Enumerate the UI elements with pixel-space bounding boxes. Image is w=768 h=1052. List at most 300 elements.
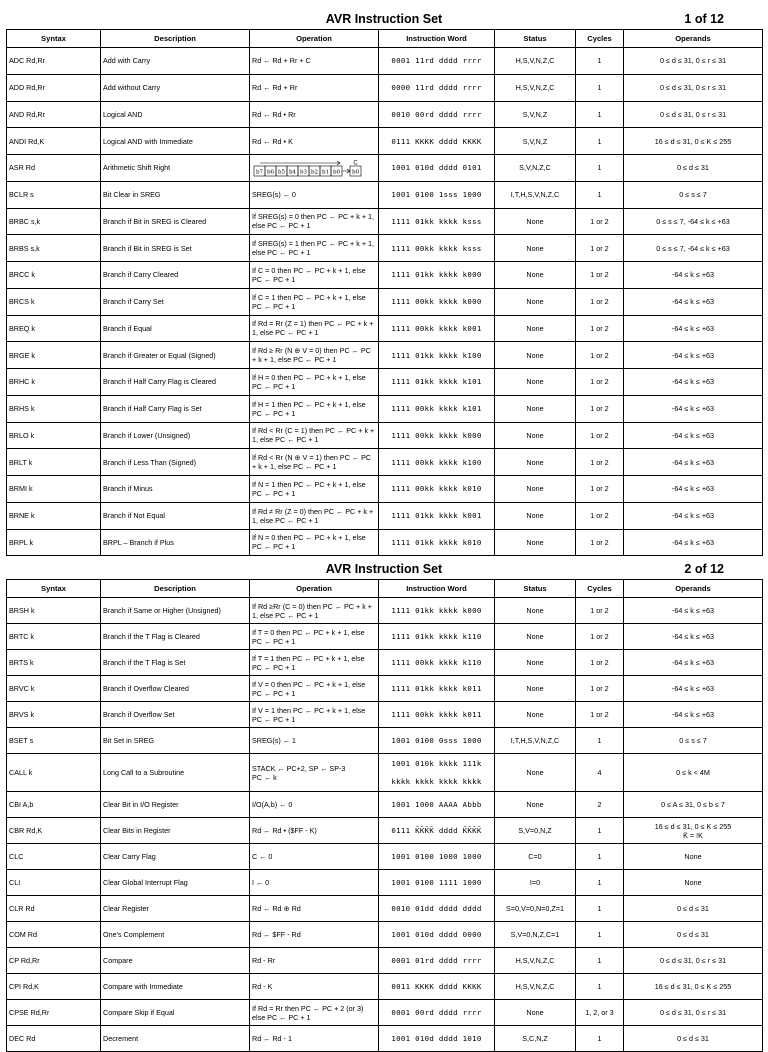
cell-text: CLR Rd [9, 904, 35, 913]
cell-instruction-word [379, 844, 495, 870]
cell-syntax [7, 702, 101, 728]
page-header [6, 5, 762, 29]
cell-description [101, 395, 250, 422]
cell-status [495, 181, 576, 208]
cell-operands [624, 728, 763, 754]
shift-arrow [342, 169, 350, 173]
cell-text: S,V,N,Z,C [519, 163, 551, 173]
table-row [7, 676, 763, 702]
cell-status [495, 870, 576, 896]
cell-text: Rd - K [252, 982, 273, 991]
cell-status [495, 1000, 576, 1026]
column-header-operation: Operation [250, 580, 379, 598]
cell-syntax [7, 369, 101, 396]
cell-text: 1111 00kk kkkk k101 [391, 404, 482, 414]
cell-status [495, 676, 576, 702]
cell-text: -64 ≤ k ≤ +63 [671, 404, 715, 414]
cell-text: -64 ≤ k ≤ +63 [671, 511, 715, 521]
cell-cycles [576, 288, 624, 315]
cell-text: 0 ≤ d ≤ 31, 0 ≤ r ≤ 31 [659, 56, 727, 66]
cell-text: None [526, 800, 544, 809]
page-2 [6, 555, 762, 1052]
cell-text: 0000 11rd dddd rrrr [391, 83, 482, 93]
cell-text: 1 or 2 [590, 511, 609, 521]
cell-text: None [526, 1008, 544, 1017]
cell-text: 1001 010d dddd 0000 [391, 930, 482, 939]
cell-description [101, 650, 250, 676]
table-row [7, 48, 763, 75]
cell-cycles [576, 74, 624, 101]
cell-instruction-word [379, 101, 495, 128]
cell-text: None [526, 377, 544, 387]
cell-syntax [7, 728, 101, 754]
cell-text: None [526, 404, 544, 414]
cell-status [495, 476, 576, 503]
column-header-instruction-word: Instruction Word [379, 30, 495, 48]
cell-text: If Rd = Rr (Z = 1) then PC ← PC + k + 1, else PC ← PC + 1 [252, 319, 374, 338]
cell-status [495, 922, 576, 948]
cell-syntax [7, 476, 101, 503]
cell-syntax [7, 74, 101, 101]
cell-text: 16 ≤ d ≤ 31, 0 ≤ K ≤ 255 [654, 136, 732, 146]
cell-text: 1111 01kk kkkk k010 [391, 537, 482, 547]
cell-cycles [576, 948, 624, 974]
cell-cycles [576, 728, 624, 754]
cell-text: 1 [597, 109, 602, 119]
table-row [7, 422, 763, 449]
cell-description [101, 342, 250, 369]
cell-text: 1111 00kk kkkk k110 [391, 658, 482, 667]
cell-description [101, 754, 250, 792]
table-row [7, 208, 763, 235]
cell-syntax [7, 844, 101, 870]
cell-text: Rd ← Rd - 1 [252, 1034, 292, 1043]
cell-text: C ← 0 [252, 852, 273, 861]
cell-status [495, 48, 576, 75]
cell-description [101, 844, 250, 870]
cell-text: 1 or 2 [590, 323, 609, 333]
cell-text: CALL k [9, 768, 33, 777]
table-row [7, 870, 763, 896]
cell-status [495, 262, 576, 289]
cell-operation [250, 48, 379, 75]
column-header-description: Description [101, 30, 250, 48]
cell-status [495, 624, 576, 650]
cell-operation [250, 598, 379, 624]
cell-description [101, 702, 250, 728]
cell-text: 0 ≤ d ≤ 31, 0 ≤ r ≤ 31 [659, 1008, 727, 1017]
cell-syntax [7, 598, 101, 624]
cell-cycles [576, 922, 624, 948]
cell-text: 0001 11rd dddd rrrr [391, 56, 482, 66]
table-row [7, 155, 763, 182]
cell-operation [250, 315, 379, 342]
cell-text: H,S,V,N,Z,C [515, 956, 555, 965]
cell-syntax [7, 896, 101, 922]
cell-operation [250, 288, 379, 315]
cell-syntax [7, 235, 101, 262]
cell-text: Branch if Bit in SREG is Cleared [103, 216, 207, 226]
bit-label: b1 [321, 169, 330, 176]
cell-text: BREQ k [9, 323, 35, 333]
table-header-row [7, 30, 763, 48]
cell-text: One's Complement [103, 930, 165, 939]
cell-text: Rd ← Rd ⊕ Rd [252, 904, 301, 913]
cell-operation [250, 74, 379, 101]
table-row [7, 1026, 763, 1052]
cell-cycles [576, 476, 624, 503]
cell-text: Add with Carry [103, 56, 151, 66]
cell-operation [250, 476, 379, 503]
cell-text: I/O(A,b) ← 0 [252, 800, 293, 809]
cell-operands [624, 155, 763, 182]
cell-text: I,T,H,S,V,N,Z,C [510, 736, 560, 745]
cell-cycles [576, 262, 624, 289]
cell-text: BRPL k [9, 537, 34, 547]
cell-operands [624, 235, 763, 262]
page-number: 2 of 12 [684, 562, 724, 576]
cell-text: 1 or 2 [590, 350, 609, 360]
cell-status [495, 315, 576, 342]
table-row [7, 101, 763, 128]
cell-text: Rd ← Rd • K [252, 136, 293, 146]
cell-text: Compare Skip if Equal [103, 1008, 175, 1017]
cell-text: Branch if Lower (Unsigned) [103, 430, 191, 440]
cell-text: I,T,H,S,V,N,Z,C [510, 190, 560, 200]
cell-text: Rd ← Rd + Rr [252, 83, 298, 93]
cell-text: BRPL – Branch if Plus [103, 537, 174, 547]
cell-text: CBR Rd,K [9, 826, 43, 835]
cell-cycles [576, 624, 624, 650]
cell-text: 0 ≤ d ≤ 31, 0 ≤ r ≤ 31 [659, 83, 727, 93]
cell-operation [250, 792, 379, 818]
cell-instruction-word [379, 369, 495, 396]
cell-text: 1 [597, 826, 602, 835]
cell-text: None [526, 243, 544, 253]
cell-text: 1 or 2 [590, 377, 609, 387]
cell-text: 1 [597, 136, 602, 146]
cell-cycles [576, 315, 624, 342]
cell-text: Compare with Immediate [103, 982, 183, 991]
cell-operation [250, 650, 379, 676]
cell-status [495, 702, 576, 728]
cell-text: If C = 1 then PC ← PC + k + 1, else PC ← PC + 1 [252, 292, 366, 311]
cell-syntax [7, 624, 101, 650]
cell-cycles [576, 702, 624, 728]
cell-text: -64 ≤ k ≤ +63 [671, 484, 715, 494]
cell-operation [250, 449, 379, 476]
cell-syntax [7, 922, 101, 948]
cell-cycles [576, 598, 624, 624]
cell-text: 1001 1000 AAAA Abbb [391, 800, 482, 809]
cell-status [495, 155, 576, 182]
cell-text: STACK ← PC+2, SP ← SP-3 PC ← k [252, 763, 346, 782]
table-row [7, 449, 763, 476]
cell-operands [624, 315, 763, 342]
cell-text: Clear Carry Flag [103, 852, 156, 861]
table-row [7, 974, 763, 1000]
cell-text: AND Rd,Rr [9, 109, 45, 119]
cell-cycles [576, 181, 624, 208]
table-row [7, 342, 763, 369]
cell-text: If N = 1 then PC ← PC + k + 1, else PC ← PC + 1 [252, 479, 366, 498]
cell-text: 1, 2, or 3 [585, 1008, 614, 1017]
cell-operation [250, 870, 379, 896]
cell-operands [624, 288, 763, 315]
bit-label: b6 [266, 169, 275, 176]
cell-operation [250, 155, 379, 182]
cell-instruction-word [379, 235, 495, 262]
cell-cycles [576, 974, 624, 1000]
cell-operation [250, 208, 379, 235]
cell-text: 1111 00kk kkkk k000 [391, 297, 482, 307]
table-row [7, 315, 763, 342]
cell-text: None [526, 511, 544, 521]
cell-status [495, 598, 576, 624]
cell-cycles [576, 101, 624, 128]
cell-description [101, 101, 250, 128]
cell-status [495, 422, 576, 449]
cell-text: -64 ≤ k ≤ +63 [671, 430, 715, 440]
cell-text: Rd ← Rd • ($FF - K) [252, 826, 317, 835]
cell-syntax [7, 754, 101, 792]
cell-operation [250, 948, 379, 974]
cell-text: Compare [103, 956, 133, 965]
cell-operation [250, 624, 379, 650]
cell-status [495, 101, 576, 128]
cell-text: CLC [9, 852, 24, 861]
column-header-syntax: Syntax [7, 580, 101, 598]
table-row [7, 728, 763, 754]
cell-text: 1001 0100 0sss 1000 [391, 736, 482, 745]
cell-text: S=0,V=0,N=0,Z=1 [506, 904, 564, 913]
cell-instruction-word [379, 754, 495, 792]
column-header-status: Status [495, 580, 576, 598]
page-header [6, 555, 762, 579]
cell-cycles [576, 650, 624, 676]
cell-operands [624, 676, 763, 702]
cell-text: If SREG(s) = 0 then PC ← PC + k + 1, else PC ← PC + 1 [252, 212, 375, 231]
cell-text: H,S,V,N,Z,C [515, 56, 555, 66]
cell-syntax [7, 818, 101, 844]
cell-status [495, 74, 576, 101]
cell-syntax [7, 128, 101, 155]
column-header-description: Description [101, 580, 250, 598]
table-row [7, 369, 763, 396]
cell-text: Branch if Same or Higher (Unsigned) [103, 606, 221, 615]
cell-text: Bit Clear in SREG [103, 190, 161, 200]
cell-text: None [526, 684, 544, 693]
cell-instruction-word [379, 128, 495, 155]
table-row [7, 948, 763, 974]
cell-text: 1 [597, 190, 602, 200]
table-row [7, 1000, 763, 1026]
bit-label: b2 [310, 169, 319, 176]
table-row [7, 650, 763, 676]
cell-operation [250, 235, 379, 262]
cell-text: If Rd ≥ Rr (N ⊕ V = 0) then PC ← PC + k + 1, else PC ← PC + 1 [252, 346, 371, 365]
cell-text: S,V,N,Z [522, 109, 548, 119]
cell-text: None [526, 216, 544, 226]
cell-operands [624, 792, 763, 818]
cell-text: 1001 010d dddd 0101 [391, 163, 482, 173]
cell-text: None [526, 484, 544, 494]
cell-text: 1 or 2 [590, 430, 609, 440]
cell-cycles [576, 676, 624, 702]
cell-operands [624, 395, 763, 422]
cell-text: 0111 KKKK dddd KKKK [391, 136, 482, 146]
cell-status [495, 948, 576, 974]
cell-instruction-word [379, 948, 495, 974]
cell-instruction-word [379, 1026, 495, 1052]
cell-text: 0010 01dd dddd dddd [391, 904, 482, 913]
cell-text: If T = 0 then PC ← PC + k + 1, else PC ← PC + 1 [252, 627, 365, 646]
cell-text: 0 ≤ k < 4M [676, 768, 710, 777]
cell-text: ASR Rd [9, 163, 35, 173]
cell-text: 1111 00kk kkkk k011 [391, 710, 482, 719]
cell-operands [624, 922, 763, 948]
cell-text: 1 or 2 [590, 243, 609, 253]
table-row [7, 792, 763, 818]
cell-text: If H = 0 then PC ← PC + k + 1, else PC ← PC + 1 [252, 372, 366, 391]
cell-status [495, 369, 576, 396]
cell-status [495, 650, 576, 676]
cell-text: None [684, 852, 702, 861]
table-row [7, 395, 763, 422]
cell-text: -64 ≤ k ≤ +63 [671, 297, 715, 307]
cell-text: None [526, 658, 544, 667]
shift-line [260, 161, 340, 165]
cell-text: 1 [597, 930, 602, 939]
cell-instruction-word [379, 48, 495, 75]
cell-operation [250, 369, 379, 396]
cell-text: 1111 00kk kkkk k001 [391, 323, 482, 333]
cell-status [495, 754, 576, 792]
cell-operation [250, 754, 379, 792]
cell-operation [250, 702, 379, 728]
cell-text: 0 ≤ d ≤ 31 [677, 930, 709, 939]
cell-text: 1111 01kk kkkk k000 [391, 270, 482, 280]
cell-status [495, 395, 576, 422]
cell-status [495, 728, 576, 754]
cell-text: 0 ≤ d ≤ 31 [677, 904, 709, 913]
bit-label: b5 [277, 169, 286, 176]
cell-description [101, 1000, 250, 1026]
cell-description [101, 48, 250, 75]
cell-description [101, 422, 250, 449]
cell-instruction-word [379, 624, 495, 650]
cell-operation [250, 181, 379, 208]
cell-text: Rd ← Rd + Rr + C [252, 56, 311, 66]
cell-text: 1111 01kk kkkk k110 [391, 632, 482, 641]
cell-operation [250, 818, 379, 844]
cell-description [101, 974, 250, 1000]
cell-cycles [576, 1026, 624, 1052]
cell-text: 1 or 2 [590, 710, 609, 719]
cell-text: 1 or 2 [590, 606, 609, 615]
cell-text: None [526, 632, 544, 641]
cell-instruction-word [379, 598, 495, 624]
cell-syntax [7, 155, 101, 182]
cell-text: BRHS k [9, 404, 35, 414]
cell-text: -64 ≤ k ≤ +63 [671, 350, 715, 360]
cell-text: BSET s [9, 736, 34, 745]
cell-text: I ← 0 [252, 878, 270, 887]
cell-operation [250, 974, 379, 1000]
cell-operands [624, 208, 763, 235]
cell-text: BRBS s,k [9, 243, 40, 253]
cell-description [101, 315, 250, 342]
cell-text: -64 ≤ k ≤ +63 [671, 537, 715, 547]
cell-text: BRHC k [9, 377, 35, 387]
cell-text: 0 ≤ s ≤ 7 [679, 736, 707, 745]
cell-instruction-word [379, 315, 495, 342]
cell-text: 1 [597, 83, 602, 93]
cell-syntax [7, 315, 101, 342]
cell-description [101, 1026, 250, 1052]
cell-text: CBI A,b [9, 800, 34, 809]
cell-text: 1 [597, 904, 602, 913]
cell-text: -64 ≤ k ≤ +63 [671, 632, 715, 641]
cell-text: BRBC s,k [9, 216, 41, 226]
cell-text: -64 ≤ k ≤ +63 [671, 377, 715, 387]
cell-cycles [576, 155, 624, 182]
cell-text: Rd ← Rd • Rr [252, 109, 296, 119]
cell-text: 1111 01kk kkkk k001 [391, 511, 482, 521]
cell-text: Add without Carry [103, 83, 161, 93]
cell-text: If Rd < Rr (C = 1) then PC ← PC + k + 1, else PC ← PC + 1 [252, 426, 375, 445]
cell-operation [250, 676, 379, 702]
cell-text: CPSE Rd,Rr [9, 1008, 50, 1017]
cell-status [495, 896, 576, 922]
cell-operation [250, 1000, 379, 1026]
cell-instruction-word [379, 155, 495, 182]
cell-text: None [526, 430, 544, 440]
bit-label: b3 [299, 169, 308, 176]
cell-operation [250, 1026, 379, 1052]
cell-operands [624, 342, 763, 369]
cell-text: 0001 00rd dddd rrrr [391, 1008, 482, 1017]
cell-text: 1001 0100 1sss 1000 [391, 190, 482, 200]
cell-operation [250, 395, 379, 422]
cell-text: S,V,N,Z [522, 136, 548, 146]
cell-text: Branch if Carry Cleared [103, 270, 179, 280]
cell-status [495, 235, 576, 262]
table-row [7, 598, 763, 624]
cell-text: If Rd < Rr (N ⊕ V = 1) then PC ← PC + k + 1, else PC ← PC + 1 [252, 453, 372, 472]
cell-text: 1 [597, 736, 602, 745]
cell-status [495, 844, 576, 870]
cell-operands [624, 948, 763, 974]
cell-text: 1111 00kk kkkk k000 [391, 430, 482, 440]
cell-text: Branch if the T Flag is Cleared [103, 632, 200, 641]
cell-text: 1001 0100 1111 1000 [391, 878, 482, 887]
cell-text: 1 or 2 [590, 457, 609, 467]
cell-text: 1001 010d dddd 1010 [391, 1034, 482, 1043]
cell-operands [624, 896, 763, 922]
cell-text: Branch if Not Equal [103, 511, 165, 521]
cell-syntax [7, 262, 101, 289]
table-header-row [7, 580, 763, 598]
cell-instruction-word [379, 449, 495, 476]
table-row [7, 502, 763, 529]
column-header-syntax: Syntax [7, 30, 101, 48]
cell-operation [250, 342, 379, 369]
cell-text: SREG(s) ← 0 [252, 190, 296, 200]
cell-operands [624, 262, 763, 289]
cell-text: 1111 01kk kkkk ksss [391, 216, 482, 226]
cell-operands [624, 128, 763, 155]
